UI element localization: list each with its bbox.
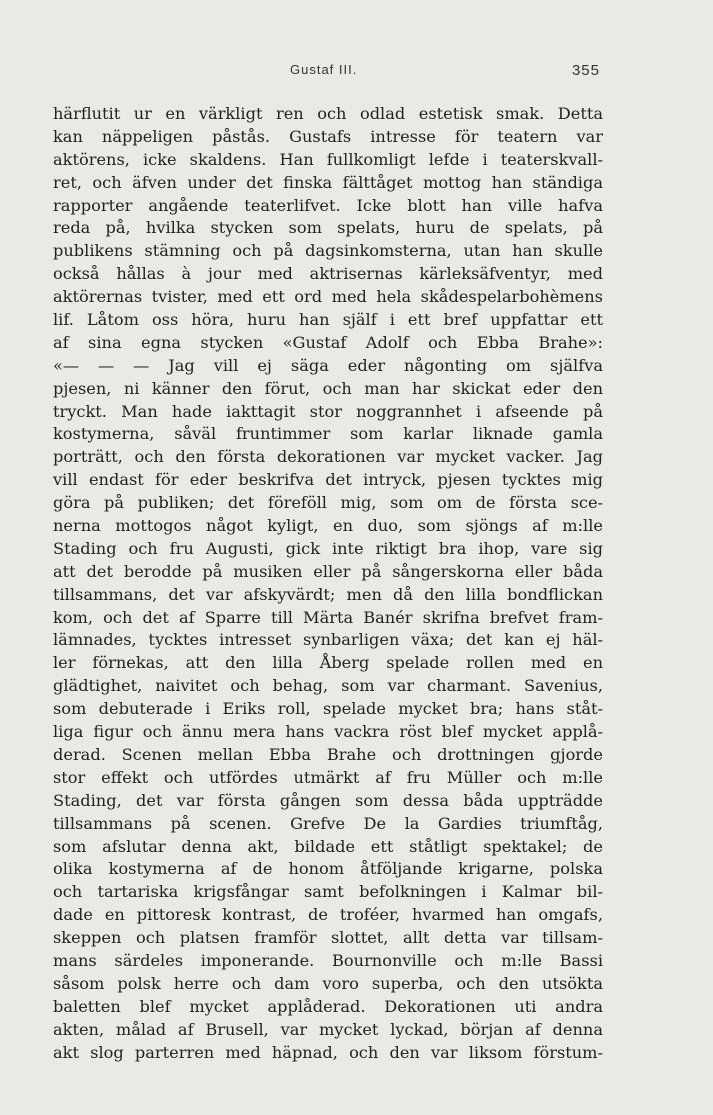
text-line: akt slog parterren med häpnad, och den var liksom förstum- [53,1042,603,1062]
running-head [0,62,713,84]
text-line: «— — — Jag vill ej säga eder någonting om själfva [53,355,603,375]
text-line: porträtt, och den första dekorationen var mycket vacker. Jag [53,447,603,467]
text-line: aktörens, icke skaldens. Han fullkomligt lefde i teaterskvall- [53,149,603,169]
text-line: nerna mottogos något kyligt, en duo, som sjöngs af m:lle [53,516,603,536]
body-text [53,103,603,1064]
text-line: Stading och fru Augusti, gick inte riktigt bra ihop, vare sig [53,538,603,558]
text-line: kostymerna, såväl fruntimmer som karlar liknade gamla [53,424,603,444]
text-line: som debuterade i Eriks roll, spelade mycket bra; hans ståt- [53,699,603,719]
text-line: mans särdeles imponerande. Bournonville och m:lle Bassi [53,950,603,970]
text-line: vill endast för eder beskrifva det intryck, pjesen tycktes mig [53,470,603,490]
text-line: publikens stämning och på dagsinkomsterna, utan han skulle [53,241,603,261]
text-line: ret, och äfven under det finska fälttåget mottog han ständiga [53,172,603,192]
text-line: liga figur och ännu mera hans vackra röst blef mycket applå- [53,722,603,742]
text-line: aktörernas tvister, med ett ord med hela skådespelarbohèmens [53,287,603,307]
text-line: derad. Scenen mellan Ebba Brahe och drottningen gjorde [53,744,603,764]
text-line: akten, målad af Brusell, var mycket lyckad, början af denna [53,1019,603,1039]
text-line: glädtighet, naivitet och behag, som var charmant. Savenius, [53,676,603,696]
text-line: baletten blef mycket applåderad. Dekorationen uti andra [53,996,603,1016]
text-line: göra på publiken; det föreföll mig, som om de första sce- [53,493,603,513]
text-line: tryckt. Man hade iakttagit stor noggrannhet i afseende på [53,401,603,421]
text-line: tillsammans på scenen. Grefve De la Gardies triumftåg, [53,813,603,833]
page-number: 355 [571,62,600,79]
text-line: såsom polsk herre och dam voro superba, och den utsökta [53,973,603,993]
text-line: skeppen och platsen framför slottet, allt detta var tillsam- [53,928,603,948]
text-line: af sina egna stycken «Gustaf Adolf och Ebba Brahe»: [53,332,603,352]
text-line: härflutit ur en värkligt ren och odlad estetisk smak. Detta [53,104,603,123]
text-line: lämnades, tycktes intresset synbarligen växa; det kan ej häl- [53,630,603,650]
text-line: tillsammans, det var afskyvärdt; men då den lilla bondflickan [53,584,603,604]
text-line: ler förnekas, att den lilla Åberg spelade rollen med en [53,653,603,673]
text-line: som afslutar denna akt, bildade ett ståtligt spektakel; de [53,836,603,856]
text-line: och tartariska krigsfångar samt befolkningen i Kalmar bil- [53,882,603,902]
text-line: rapporter angående teaterlifvet. Icke blott han ville hafva [53,195,603,215]
text-line: pjesen, ni känner den förut, och man har skickat eder den [53,378,603,398]
text-line: lif. Låtom oss höra, huru han själf i ett bref uppfattar ett [53,310,603,330]
text-line: stor effekt och utfördes utmärkt af fru Müller och m:lle [53,767,603,787]
text-line: olika kostymerna af de honom åtföljande krigarne, polska [53,859,603,879]
running-title: Gustaf III. [290,62,358,77]
text-line: reda på, hvilka stycken som spelats, huru de spelats, på [53,218,603,238]
text-line: att det berodde på musiken eller på sångerskorna eller båda [53,561,603,581]
text-line: dade en pittoresk kontrast, de troféer, hvarmed han omgafs, [53,905,603,925]
text-line: kom, och det af Sparre till Märta Banér skrifna brefvet fram- [53,607,603,627]
text-line: Stading, det var första gången som dessa båda uppträdde [53,790,603,810]
text-line: också hållas à jour med aktrisernas kärleksäfventyr, med [53,264,603,284]
text-line: kan näppeligen påstås. Gustafs intresse för teatern var [53,126,603,146]
